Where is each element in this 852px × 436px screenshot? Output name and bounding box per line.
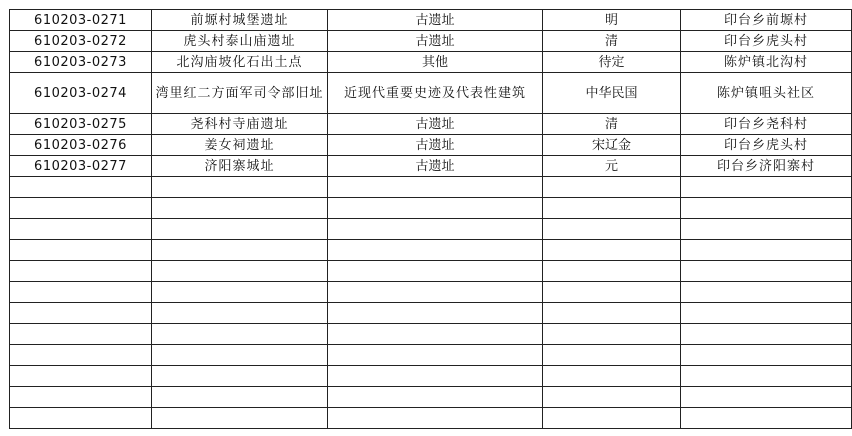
table-row [10, 135, 852, 156]
empty-table-row [10, 387, 852, 408]
empty-cell [681, 345, 852, 366]
site-location: 陈炉镇北沟村 [681, 52, 852, 73]
site-name: 姜女祠遗址 [152, 135, 328, 156]
site-name: 前塬村城堡遗址 [152, 10, 328, 31]
site-category: 古遗址 [328, 156, 543, 177]
empty-cell [681, 282, 852, 303]
site-code: 610203-0276 [10, 135, 152, 156]
empty-cell [328, 408, 543, 429]
empty-table-row [10, 219, 852, 240]
table-row [10, 10, 852, 31]
empty-table-row [10, 240, 852, 261]
empty-cell [152, 408, 328, 429]
empty-cell [543, 324, 681, 345]
empty-cell [152, 261, 328, 282]
heritage-site-table [9, 9, 852, 429]
empty-cell [152, 345, 328, 366]
empty-cell [10, 219, 152, 240]
site-era: 清 [543, 31, 681, 52]
empty-cell [681, 261, 852, 282]
table-row [10, 31, 852, 52]
empty-table-row [10, 282, 852, 303]
empty-cell [10, 240, 152, 261]
empty-cell [152, 177, 328, 198]
site-location: 印台乡济阳寨村 [681, 156, 852, 177]
empty-cell [328, 387, 543, 408]
empty-table-row [10, 366, 852, 387]
empty-cell [10, 324, 152, 345]
site-location: 印台乡前塬村 [681, 10, 852, 31]
empty-cell [152, 387, 328, 408]
empty-cell [543, 177, 681, 198]
empty-cell [681, 408, 852, 429]
empty-cell [543, 261, 681, 282]
site-code: 610203-0274 [10, 73, 152, 114]
site-category: 其他 [328, 52, 543, 73]
empty-cell [681, 366, 852, 387]
empty-cell [152, 282, 328, 303]
site-location: 陈炉镇咀头社区 [681, 73, 852, 114]
empty-cell [10, 261, 152, 282]
site-name: 尧科村寺庙遗址 [152, 114, 328, 135]
site-era: 明 [543, 10, 681, 31]
empty-cell [328, 219, 543, 240]
empty-table-row [10, 303, 852, 324]
empty-table-row [10, 177, 852, 198]
site-name: 虎头村泰山庙遗址 [152, 31, 328, 52]
site-location: 印台乡虎头村 [681, 135, 852, 156]
site-era: 清 [543, 114, 681, 135]
empty-cell [543, 303, 681, 324]
site-name: 湾里红二方面军司令部旧址 [152, 73, 328, 114]
empty-cell [152, 366, 328, 387]
empty-cell [543, 219, 681, 240]
empty-table-row [10, 408, 852, 429]
empty-cell [543, 282, 681, 303]
empty-cell [10, 387, 152, 408]
site-code: 610203-0275 [10, 114, 152, 135]
site-code: 610203-0277 [10, 156, 152, 177]
empty-cell [152, 198, 328, 219]
table-row [10, 156, 852, 177]
site-location: 印台乡尧科村 [681, 114, 852, 135]
site-name: 北沟庙坡化石出土点 [152, 52, 328, 73]
site-location: 印台乡虎头村 [681, 31, 852, 52]
empty-cell [681, 240, 852, 261]
empty-cell [10, 282, 152, 303]
empty-table-row [10, 345, 852, 366]
empty-cell [10, 303, 152, 324]
empty-cell [543, 387, 681, 408]
site-code: 610203-0272 [10, 31, 152, 52]
site-category: 古遗址 [328, 31, 543, 52]
site-name: 济阳寨城址 [152, 156, 328, 177]
table-row [10, 114, 852, 135]
empty-cell [543, 408, 681, 429]
empty-table-row [10, 324, 852, 345]
site-category: 古遗址 [328, 135, 543, 156]
empty-cell [543, 240, 681, 261]
empty-cell [328, 303, 543, 324]
table-row [10, 52, 852, 73]
site-era: 元 [543, 156, 681, 177]
empty-cell [328, 177, 543, 198]
empty-cell [681, 324, 852, 345]
site-code: 610203-0271 [10, 10, 152, 31]
empty-cell [681, 177, 852, 198]
empty-cell [152, 219, 328, 240]
site-category: 古遗址 [328, 10, 543, 31]
site-era: 宋辽金 [543, 135, 681, 156]
empty-cell [681, 303, 852, 324]
empty-cell [328, 345, 543, 366]
empty-cell [543, 345, 681, 366]
empty-cell [681, 198, 852, 219]
site-era: 待定 [543, 52, 681, 73]
empty-cell [10, 198, 152, 219]
empty-cell [543, 198, 681, 219]
empty-cell [328, 198, 543, 219]
empty-cell [543, 366, 681, 387]
site-code: 610203-0273 [10, 52, 152, 73]
empty-table-row [10, 198, 852, 219]
empty-cell [10, 177, 152, 198]
empty-cell [152, 303, 328, 324]
table-body [10, 10, 852, 429]
site-category: 近现代重要史迹及代表性建筑 [328, 73, 543, 114]
site-category: 古遗址 [328, 114, 543, 135]
empty-cell [328, 366, 543, 387]
empty-cell [681, 387, 852, 408]
empty-table-row [10, 261, 852, 282]
empty-cell [152, 324, 328, 345]
empty-cell [328, 282, 543, 303]
site-era: 中华民国 [543, 73, 681, 114]
empty-cell [681, 219, 852, 240]
empty-cell [328, 240, 543, 261]
empty-cell [10, 366, 152, 387]
empty-cell [152, 240, 328, 261]
empty-cell [328, 261, 543, 282]
empty-cell [10, 345, 152, 366]
table-row [10, 73, 852, 114]
empty-cell [328, 324, 543, 345]
empty-cell [10, 408, 152, 429]
